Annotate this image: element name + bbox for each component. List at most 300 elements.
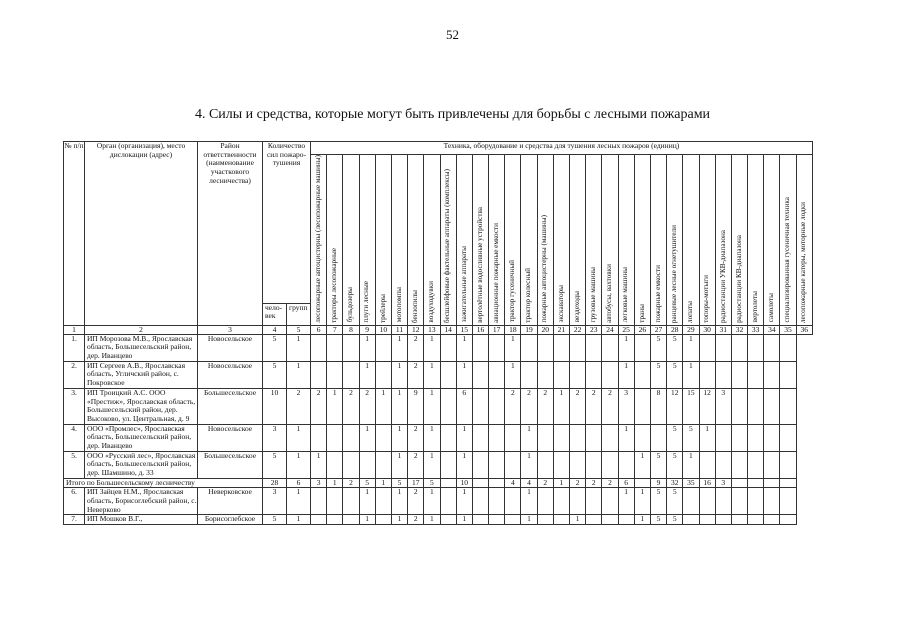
- equipment-count: [764, 361, 780, 388]
- equipment-count: 1: [553, 388, 569, 424]
- equipment-count: 5: [650, 361, 666, 388]
- equipment-col-label: топоры-мотыги: [702, 274, 711, 323]
- equipment-count: [489, 515, 505, 525]
- equipment-count: [602, 334, 618, 361]
- table-row: [64, 424, 813, 451]
- equipment-col-label: плуги лесные: [362, 281, 371, 323]
- header-equipment: Техника, оборудование и средства для тушения лесных пожаров (единиц): [311, 142, 813, 155]
- groups-count: 1: [287, 424, 311, 451]
- equipment-count: 1: [359, 488, 375, 515]
- equipment-count: [327, 424, 343, 451]
- organization: ИП Мошков В.Г.,: [85, 515, 198, 525]
- column-number: 30: [699, 325, 715, 334]
- equipment-count: 2: [537, 388, 553, 424]
- header-equipment-col: [683, 155, 699, 326]
- equipment-col-label: траны: [637, 303, 646, 323]
- equipment-count: [731, 334, 747, 361]
- equipment-count: 16: [699, 478, 715, 488]
- equipment-count: [472, 334, 488, 361]
- people-count: 10: [263, 388, 287, 424]
- header-equipment-col: [408, 155, 424, 326]
- equipment-count: 15: [683, 388, 699, 424]
- equipment-col-label: самолеты: [767, 293, 776, 323]
- equipment-count: [602, 361, 618, 388]
- equipment-count: 1: [424, 361, 440, 388]
- header-equipment-col: [650, 155, 666, 326]
- equipment-count: 5: [650, 488, 666, 515]
- equipment-count: 1: [521, 424, 537, 451]
- district: Большесельское: [198, 388, 263, 424]
- header-equipment-col: [424, 155, 440, 326]
- equipment-count: [489, 451, 505, 478]
- equipment-col-label: бесшлейфовые фактельные аппараты (комплексы): [443, 168, 452, 323]
- equipment-count: [731, 488, 747, 515]
- equipment-count: 2: [505, 388, 521, 424]
- equipment-count: [311, 361, 327, 388]
- equipment-count: [683, 515, 699, 525]
- equipment-count: 1: [375, 388, 391, 424]
- header-equipment-col: [440, 155, 456, 326]
- equipment-count: [472, 488, 488, 515]
- equipment-count: [731, 388, 747, 424]
- equipment-count: [748, 334, 764, 361]
- equipment-count: 5: [683, 424, 699, 451]
- equipment-count: [731, 515, 747, 525]
- column-number: 31: [715, 325, 731, 334]
- equipment-col-label: радиостанции КВ-диапазона: [734, 234, 743, 323]
- table-row: [64, 515, 813, 525]
- equipment-count: [731, 424, 747, 451]
- equipment-count: 2: [408, 451, 424, 478]
- equipment-count: 2: [311, 388, 327, 424]
- equipment-count: [553, 488, 569, 515]
- equipment-count: 2: [408, 515, 424, 525]
- equipment-col-label: вертолётные водосливные устройства: [475, 206, 484, 323]
- equipment-count: 1: [521, 451, 537, 478]
- equipment-count: [748, 515, 764, 525]
- equipment-count: 5: [391, 478, 407, 488]
- column-number: 15: [456, 325, 472, 334]
- organization: ИП Сергеев А.В., Ярославская область, Угличский район, с. Покровское: [85, 361, 198, 388]
- equipment-col-label: авиационные пожарные емкости: [491, 222, 500, 323]
- equipment-count: 1: [456, 334, 472, 361]
- equipment-count: [440, 488, 456, 515]
- equipment-count: 5: [359, 478, 375, 488]
- equipment-count: 3: [715, 388, 731, 424]
- district: Большесельское: [198, 451, 263, 478]
- equipment-count: [780, 361, 796, 388]
- column-number: 33: [748, 325, 764, 334]
- equipment-count: 2: [343, 478, 359, 488]
- equipment-count: 1: [456, 424, 472, 451]
- equipment-count: [715, 488, 731, 515]
- equipment-count: [343, 334, 359, 361]
- equipment-count: [311, 515, 327, 525]
- equipment-count: 5: [667, 451, 683, 478]
- column-number: 1: [64, 325, 85, 334]
- equipment-count: [343, 515, 359, 525]
- equipment-count: [618, 515, 634, 525]
- equipment-count: [553, 424, 569, 451]
- equipment-count: 1: [521, 515, 537, 525]
- table-row: [64, 451, 813, 478]
- equipment-count: 3: [715, 478, 731, 488]
- resources-table: [63, 141, 813, 525]
- equipment-count: 5: [424, 478, 440, 488]
- equipment-count: 1: [521, 488, 537, 515]
- equipment-count: [586, 488, 602, 515]
- equipment-count: [375, 361, 391, 388]
- equipment-count: [602, 488, 618, 515]
- column-number: 22: [570, 325, 586, 334]
- people-count: 28: [263, 478, 287, 488]
- equipment-count: 1: [456, 515, 472, 525]
- people-count: 5: [263, 451, 287, 478]
- equipment-col-label: экскаваторы: [556, 285, 565, 323]
- equipment-count: 9: [408, 388, 424, 424]
- equipment-count: 6: [618, 478, 634, 488]
- row-number: 3.: [64, 388, 85, 424]
- equipment-count: 5: [650, 515, 666, 525]
- equipment-count: 3: [311, 478, 327, 488]
- equipment-count: [570, 334, 586, 361]
- column-number: 17: [489, 325, 505, 334]
- header-equipment-col: [359, 155, 375, 326]
- equipment-count: [570, 361, 586, 388]
- equipment-count: [634, 424, 650, 451]
- district: Борисоглебское: [198, 515, 263, 525]
- header-equipment-col: [667, 155, 683, 326]
- equipment-count: [764, 488, 780, 515]
- equipment-count: [586, 451, 602, 478]
- equipment-count: [699, 334, 715, 361]
- equipment-col-label: мотопомпы: [394, 287, 403, 323]
- equipment-count: 1: [683, 361, 699, 388]
- groups-count: 1: [287, 515, 311, 525]
- row-number: 4.: [64, 424, 85, 451]
- equipment-col-label: зажигательные аппараты: [459, 246, 468, 323]
- equipment-count: [731, 361, 747, 388]
- equipment-col-label: вездеходы: [572, 291, 581, 323]
- column-number: 4: [263, 325, 287, 334]
- district: Новосельское: [198, 334, 263, 361]
- equipment-count: [440, 424, 456, 451]
- column-number: 14: [440, 325, 456, 334]
- equipment-count: [764, 388, 780, 424]
- header-groups: групп: [287, 303, 311, 325]
- equipment-count: [521, 361, 537, 388]
- equipment-col-label: воздуходувки: [427, 281, 436, 323]
- equipment-count: [586, 361, 602, 388]
- equipment-count: [618, 451, 634, 478]
- equipment-count: 17: [408, 478, 424, 488]
- header-people: чело-век: [263, 303, 287, 325]
- equipment-count: 1: [618, 424, 634, 451]
- equipment-count: 1: [424, 515, 440, 525]
- equipment-count: [311, 334, 327, 361]
- equipment-count: [715, 451, 731, 478]
- column-number: 3: [198, 325, 263, 334]
- column-number: 2: [85, 325, 198, 334]
- equipment-count: [764, 515, 780, 525]
- column-number: 8: [343, 325, 359, 334]
- equipment-count: [537, 451, 553, 478]
- equipment-count: 1: [683, 334, 699, 361]
- equipment-count: 1: [359, 424, 375, 451]
- equipment-count: [780, 388, 796, 424]
- header-equipment-col: [456, 155, 472, 326]
- equipment-count: 5: [667, 488, 683, 515]
- page-number: 52: [446, 27, 459, 42]
- header-district: Район ответственности (наименование участкового лесничества): [198, 142, 263, 326]
- equipment-count: [505, 488, 521, 515]
- column-number: 29: [683, 325, 699, 334]
- equipment-count: 5: [667, 361, 683, 388]
- equipment-count: 1: [699, 424, 715, 451]
- equipment-count: 5: [650, 334, 666, 361]
- column-number: 27: [650, 325, 666, 334]
- equipment-count: [472, 515, 488, 525]
- equipment-count: [553, 361, 569, 388]
- equipment-count: 1: [327, 388, 343, 424]
- equipment-count: [375, 334, 391, 361]
- equipment-count: 5: [667, 515, 683, 525]
- equipment-count: [327, 451, 343, 478]
- people-count: 3: [263, 488, 287, 515]
- equipment-count: [343, 361, 359, 388]
- equipment-col-label: грузовые машины: [589, 267, 597, 323]
- equipment-count: [602, 451, 618, 478]
- column-number: 16: [472, 325, 488, 334]
- equipment-count: 1: [618, 334, 634, 361]
- equipment-count: [489, 488, 505, 515]
- equipment-count: [521, 334, 537, 361]
- equipment-col-label: трактор гусеничный: [508, 260, 517, 323]
- equipment-count: 1: [391, 515, 407, 525]
- table-row: [64, 388, 813, 424]
- groups-count: 1: [287, 334, 311, 361]
- column-number: 23: [586, 325, 602, 334]
- column-number: 36: [796, 325, 812, 334]
- column-number: 11: [391, 325, 407, 334]
- column-number: 28: [667, 325, 683, 334]
- header-equipment-col: [537, 155, 553, 326]
- equipment-count: [634, 361, 650, 388]
- equipment-count: [699, 451, 715, 478]
- header-org: Орган (организация), место дислокации (адрес): [85, 142, 198, 326]
- equipment-count: [472, 478, 488, 488]
- equipment-count: [505, 515, 521, 525]
- equipment-count: 1: [505, 334, 521, 361]
- equipment-count: 1: [456, 488, 472, 515]
- equipment-count: 1: [391, 361, 407, 388]
- equipment-count: 1: [424, 424, 440, 451]
- table-row: [64, 334, 813, 361]
- equipment-count: [343, 488, 359, 515]
- equipment-count: [780, 424, 796, 451]
- equipment-count: 9: [650, 478, 666, 488]
- equipment-count: 4: [521, 478, 537, 488]
- equipment-col-label: тракторы лесопожарные: [330, 247, 338, 323]
- equipment-count: [650, 424, 666, 451]
- equipment-count: 10: [456, 478, 472, 488]
- groups-count: 1: [287, 488, 311, 515]
- equipment-count: [715, 424, 731, 451]
- equipment-count: 2: [408, 488, 424, 515]
- column-number: 7: [327, 325, 343, 334]
- header-equipment-col: [489, 155, 505, 326]
- header-equipment-col: [780, 155, 796, 326]
- equipment-count: [748, 424, 764, 451]
- row-number: 7.: [64, 515, 85, 525]
- groups-count: 1: [287, 361, 311, 388]
- district: Неверковское: [198, 488, 263, 515]
- header-equipment-col: [472, 155, 488, 326]
- equipment-count: 6: [456, 388, 472, 424]
- equipment-count: 1: [391, 388, 407, 424]
- column-number: 19: [521, 325, 537, 334]
- header-equipment-col: [570, 155, 586, 326]
- equipment-count: [715, 361, 731, 388]
- equipment-count: [553, 451, 569, 478]
- equipment-count: 1: [424, 388, 440, 424]
- equipment-count: [505, 424, 521, 451]
- equipment-col-label: трактор колесный: [524, 267, 533, 323]
- column-number: 24: [602, 325, 618, 334]
- equipment-count: [505, 451, 521, 478]
- organization: ИП Зайцев Н.М., Ярославская область, Борисоглебский район, с. Неверково: [85, 488, 198, 515]
- section-heading: 4. Силы и средства, которые могут быть привлечены для борьбы с лесными пожарами: [194, 107, 711, 122]
- equipment-count: [327, 488, 343, 515]
- header-equipment-col: [748, 155, 764, 326]
- table-row: [64, 488, 813, 515]
- column-number: 25: [618, 325, 634, 334]
- equipment-count: [764, 451, 780, 478]
- equipment-count: 1: [424, 451, 440, 478]
- row-number: 1.: [64, 334, 85, 361]
- equipment-count: [731, 451, 747, 478]
- equipment-count: [375, 488, 391, 515]
- equipment-count: [553, 515, 569, 525]
- equipment-count: [699, 488, 715, 515]
- equipment-count: 1: [634, 451, 650, 478]
- equipment-count: 1: [359, 334, 375, 361]
- equipment-count: [311, 488, 327, 515]
- equipment-count: 1: [424, 488, 440, 515]
- equipment-count: 8: [650, 388, 666, 424]
- equipment-col-label: специализированная гусеничная техника: [783, 197, 792, 323]
- equipment-count: [780, 451, 796, 478]
- row-number: 5.: [64, 451, 85, 478]
- equipment-col-label: бульдозеры: [346, 287, 355, 323]
- equipment-count: [537, 361, 553, 388]
- equipment-count: [731, 478, 747, 488]
- header-equipment-col: [764, 155, 780, 326]
- equipment-count: [489, 361, 505, 388]
- equipment-col-label: ранцевые лесные огнетушители: [669, 224, 678, 323]
- header-equipment-col: [634, 155, 650, 326]
- header-equipment-col: [796, 155, 812, 326]
- organization: ИП Морозова М.В., Ярославская область, Большесельский район, дер. Иванцево: [85, 334, 198, 361]
- equipment-count: 2: [408, 334, 424, 361]
- equipment-col-label: бензопилы: [410, 289, 419, 323]
- equipment-count: 2: [359, 388, 375, 424]
- equipment-count: [489, 388, 505, 424]
- equipment-count: 1: [359, 515, 375, 525]
- equipment-col-label: трейлеры: [378, 293, 387, 323]
- equipment-count: [327, 515, 343, 525]
- organization: ООО «Промлес», Ярославская область, Большесельский район, дер. Иванцево: [85, 424, 198, 451]
- equipment-count: 5: [667, 334, 683, 361]
- header-no: № п/п: [64, 142, 85, 326]
- equipment-count: [375, 515, 391, 525]
- equipment-count: 35: [683, 478, 699, 488]
- header-equipment-col: [715, 155, 731, 326]
- equipment-count: [537, 488, 553, 515]
- equipment-count: 12: [699, 388, 715, 424]
- header-equipment-col: [391, 155, 407, 326]
- equipment-col-label: радиостанции УКВ-диапазона: [718, 229, 727, 323]
- equipment-count: [440, 334, 456, 361]
- equipment-count: [699, 515, 715, 525]
- equipment-count: [553, 334, 569, 361]
- equipment-count: [375, 424, 391, 451]
- people-count: 5: [263, 361, 287, 388]
- equipment-count: [764, 334, 780, 361]
- table-row: [64, 361, 813, 388]
- equipment-count: 2: [408, 424, 424, 451]
- column-number: 35: [780, 325, 796, 334]
- people-count: 5: [263, 515, 287, 525]
- column-number: 5: [287, 325, 311, 334]
- equipment-count: 1: [391, 451, 407, 478]
- column-numbers-row: [64, 325, 813, 334]
- total-row: [64, 478, 813, 488]
- equipment-count: 2: [537, 478, 553, 488]
- header-equipment-col: [586, 155, 602, 326]
- equipment-count: 2: [602, 388, 618, 424]
- equipment-count: [780, 488, 796, 515]
- equipment-count: 1: [359, 361, 375, 388]
- equipment-count: 5: [650, 451, 666, 478]
- equipment-count: [634, 334, 650, 361]
- organization: ИП Троицкий А.С. ООО «Престиж», Ярославская область, Большесельский район, дер. Высоково, ул. Центральная, д. 9: [85, 388, 198, 424]
- equipment-count: 4: [505, 478, 521, 488]
- equipment-count: [602, 515, 618, 525]
- equipment-count: 2: [408, 361, 424, 388]
- equipment-count: 2: [586, 478, 602, 488]
- row-number: 2.: [64, 361, 85, 388]
- equipment-count: 1: [311, 451, 327, 478]
- equipment-count: 1: [391, 334, 407, 361]
- header-equipment-col: [602, 155, 618, 326]
- equipment-count: [748, 361, 764, 388]
- equipment-count: 1: [424, 334, 440, 361]
- equipment-col-label: лесопожарные автоцистерны (лесопожарные машины): [313, 155, 322, 323]
- equipment-count: [472, 451, 488, 478]
- equipment-count: 2: [602, 478, 618, 488]
- equipment-count: [489, 424, 505, 451]
- people-count: 3: [263, 424, 287, 451]
- groups-count: 1: [287, 451, 311, 478]
- equipment-count: [472, 388, 488, 424]
- column-number: 34: [764, 325, 780, 334]
- header-equipment-col: [343, 155, 359, 326]
- equipment-count: [586, 334, 602, 361]
- column-number: 20: [537, 325, 553, 334]
- equipment-count: [343, 424, 359, 451]
- row-number: 6.: [64, 488, 85, 515]
